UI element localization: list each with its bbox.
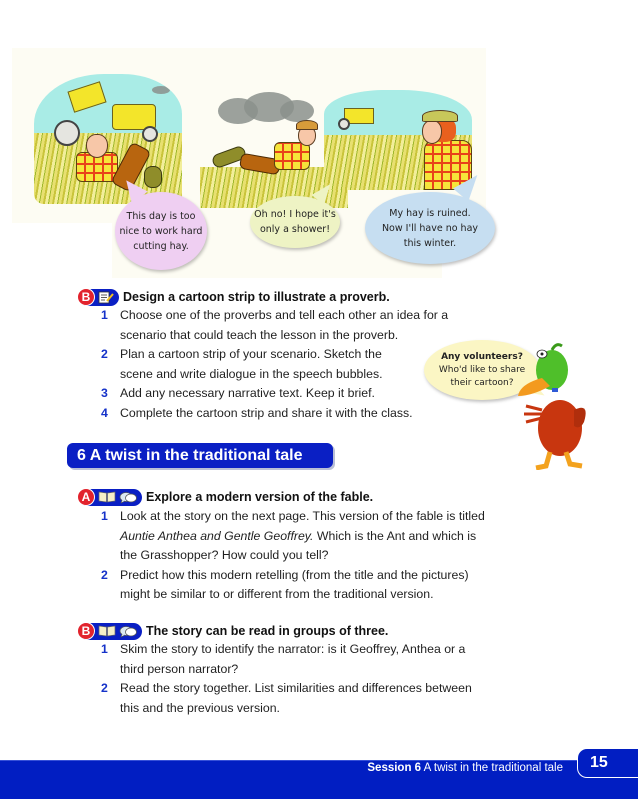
page-number xyxy=(577,748,638,778)
step-number: 1 xyxy=(101,308,108,322)
tractor-wheel xyxy=(54,120,80,146)
session-label: Session 6 xyxy=(367,762,422,774)
speech-bubble-2 xyxy=(250,196,340,248)
step-text: Read the story together. List similarities and differences between xyxy=(120,681,472,695)
speech-icon xyxy=(119,625,137,638)
step-item xyxy=(101,640,521,679)
activity-title: Explore a modern version of the fable. xyxy=(146,490,374,504)
farmer-hat xyxy=(296,120,318,130)
step-number: 2 xyxy=(101,567,108,582)
bubble-text: only a shower! xyxy=(259,224,331,235)
activity-b-heading xyxy=(78,288,390,306)
helper-text: Who'd like to share xyxy=(438,364,526,375)
speech-bubble-1 xyxy=(115,192,207,270)
farmer-head xyxy=(86,134,108,158)
speech-icon xyxy=(119,491,137,504)
step-text: Predict how this modern retelling (from the title and the pictures) xyxy=(120,567,469,582)
duck-mascot xyxy=(512,340,592,470)
activity-badge xyxy=(78,289,119,306)
step-text: the Grasshopper? How could you tell? xyxy=(120,548,329,562)
activity-letter-badge: A xyxy=(77,488,95,506)
bubble-text: Now I'll have no hay xyxy=(381,222,479,234)
step-text: Choose one of the proverbs and tell each other an idea for a xyxy=(120,308,449,322)
step-text: scenario that could teach the lesson in the proverb. xyxy=(120,327,399,342)
activity-title: Design a cartoon strip to illustrate a proverb. xyxy=(123,290,390,304)
helper-text: their cartoon? xyxy=(450,377,514,388)
step-item xyxy=(101,507,521,566)
step-number: 1 xyxy=(101,509,108,523)
step-number: 2 xyxy=(101,347,108,361)
step-text: Skim the story to identify the narrator: is it Geoffrey, Anthea or a xyxy=(120,642,466,656)
cartoon-panel-1 xyxy=(34,74,182,204)
speech-bubble-3 xyxy=(365,192,495,264)
activity-a-steps xyxy=(101,507,521,605)
book-icon xyxy=(98,625,116,637)
bubble-text: This day is too xyxy=(126,210,196,222)
bubble-text: My hay is ruined. xyxy=(389,207,471,219)
step-text: this and the previous version. xyxy=(120,700,280,715)
step-item xyxy=(101,566,521,605)
step-number: 4 xyxy=(101,405,108,420)
bubble-text: cutting hay. xyxy=(133,240,189,252)
rain-cloud xyxy=(280,100,314,122)
activity-a-heading xyxy=(78,488,373,506)
step-text: Add any necessary narrative text. Keep it brief. xyxy=(120,386,375,400)
page-footer xyxy=(0,760,638,799)
step-number: 2 xyxy=(101,681,108,695)
bubble-text: Oh no! I hope it's xyxy=(254,209,336,220)
farmer-boots xyxy=(144,166,162,188)
bubble-text: this winter. xyxy=(403,237,457,249)
activity-badge xyxy=(78,623,142,640)
step-item xyxy=(101,679,521,718)
small-cloud xyxy=(152,86,170,94)
book-icon xyxy=(98,491,116,503)
step-number: 3 xyxy=(101,386,108,400)
farmer xyxy=(274,142,310,170)
activity-b2-steps xyxy=(101,640,521,718)
farmer-straw-hat xyxy=(422,110,458,122)
write-icon xyxy=(98,291,114,304)
section-title: 6 A twist in the traditional tale xyxy=(77,446,303,464)
session-title: A twist in the traditional tale xyxy=(421,762,563,774)
step-item xyxy=(101,404,501,424)
activity-letter-badge: B xyxy=(77,288,95,306)
step-text: Which is the Ant and which is xyxy=(313,528,477,543)
step-text: might be similar to or different from the traditional version. xyxy=(120,587,434,601)
activity-badge xyxy=(78,489,142,506)
activity-letter-badge: B xyxy=(77,622,95,640)
step-text: Plan a cartoon strip of your scenario. Sketch the xyxy=(120,347,382,361)
story-title: Auntie Anthea and Gentle Geoffrey. xyxy=(120,528,314,543)
bubble-text: nice to work hard xyxy=(119,225,203,237)
step-text: Look at the story on the next page. This version of the fable is titled xyxy=(120,509,485,523)
section-title-banner xyxy=(67,443,333,468)
step-text: third person narrator? xyxy=(120,661,239,676)
step-text: scene and write dialogue in the speech bubbles. xyxy=(120,366,383,381)
helper-text: Any volunteers? xyxy=(441,351,523,362)
farmer-head xyxy=(422,120,442,144)
running-footer xyxy=(367,762,563,774)
activity-title: The story can be read in groups of three. xyxy=(146,624,389,638)
cartoon-panel-3 xyxy=(324,90,472,190)
step-text: Complete the cartoon strip and share it with the class. xyxy=(120,405,413,420)
page-number-text: 15 xyxy=(590,754,608,771)
step-item xyxy=(101,306,501,345)
step-number: 1 xyxy=(101,642,108,656)
activity-b2-heading xyxy=(78,622,388,640)
tractor-wheel xyxy=(338,118,350,130)
tractor-wheel xyxy=(142,126,158,142)
